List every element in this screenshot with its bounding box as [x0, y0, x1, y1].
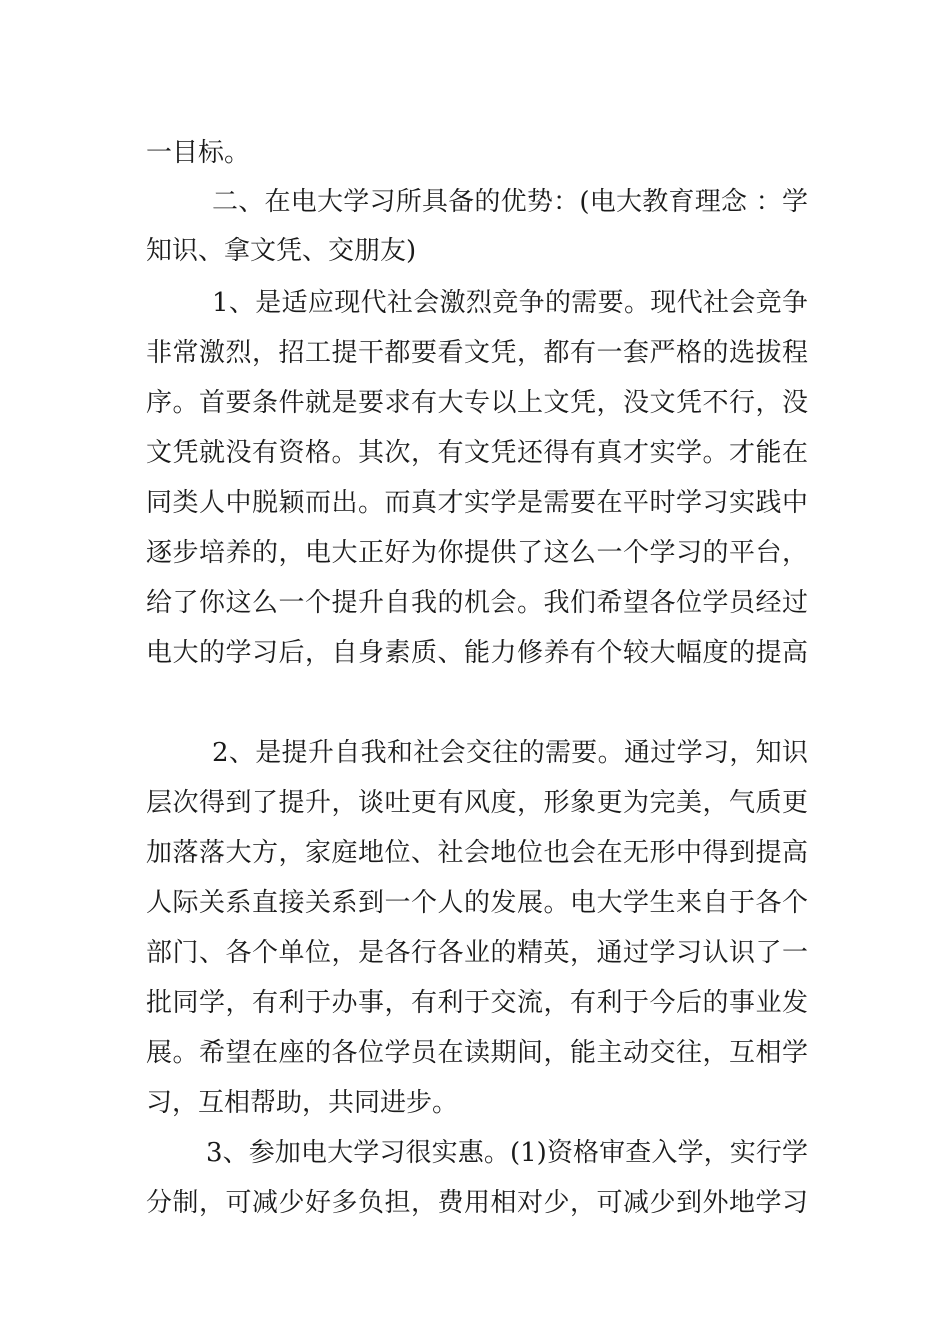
paragraph-3-start: 3、参加电大学习很实惠。(1)资格审查入学，实行学: [206, 1138, 808, 1168]
text-line: 给了你这么一个提升自我的机会。我们希望各位学员经过: [146, 588, 808, 618]
text-line: 序。首要条件就是要求有大专以上文凭，没文凭不行，没: [146, 388, 808, 418]
text-line: 同类人中脱颖而出。而真才实学是需要在平时学习实践中: [146, 488, 808, 518]
text-line: 层次得到了提升，谈吐更有风度，形象更为完美，气质更: [146, 788, 808, 818]
text-line: 分制，可减少好多负担，费用相对少，可减少到外地学习: [146, 1188, 808, 1218]
text-line: 逐步培养的，电大正好为你提供了这么一个学习的平台，: [146, 538, 808, 568]
text-line: 非常激烈，招工提干都要看文凭，都有一套严格的选拔程: [146, 338, 808, 368]
text-line: 部门、各个单位，是各行各业的精英，通过学习认识了一: [146, 938, 808, 968]
text-line: 展。希望在座的各位学员在读期间，能主动交往，互相学: [146, 1038, 808, 1068]
paragraph-1-start: 1、是适应现代社会激烈竞争的需要。现代社会竞争: [212, 288, 808, 318]
paragraph-2-start: 2、是提升自我和社会交往的需要。通过学习，知识: [212, 738, 808, 768]
text-line: 电大的学习后，自身素质、能力修养有个较大幅度的提高: [146, 638, 808, 668]
text-line: 知识、拿文凭、交朋友): [146, 236, 417, 266]
text-line: 习，互相帮助，共同进步。: [146, 1088, 459, 1118]
text-line: 文凭就没有资格。其次，有文凭还得有真才实学。才能在: [146, 438, 808, 468]
text-line: 一目标。: [146, 138, 251, 168]
text-line: 加落落大方，家庭地位、社会地位也会在无形中得到提高: [146, 838, 808, 868]
section-heading: 二、在电大学习所具备的优势：(电大教育理念 ：学: [212, 187, 808, 217]
text-line: 批同学，有利于办事，有利于交流，有利于今后的事业发: [146, 988, 808, 1018]
text-line: 人际关系直接关系到一个人的发展。电大学生来自于各个: [146, 888, 808, 918]
